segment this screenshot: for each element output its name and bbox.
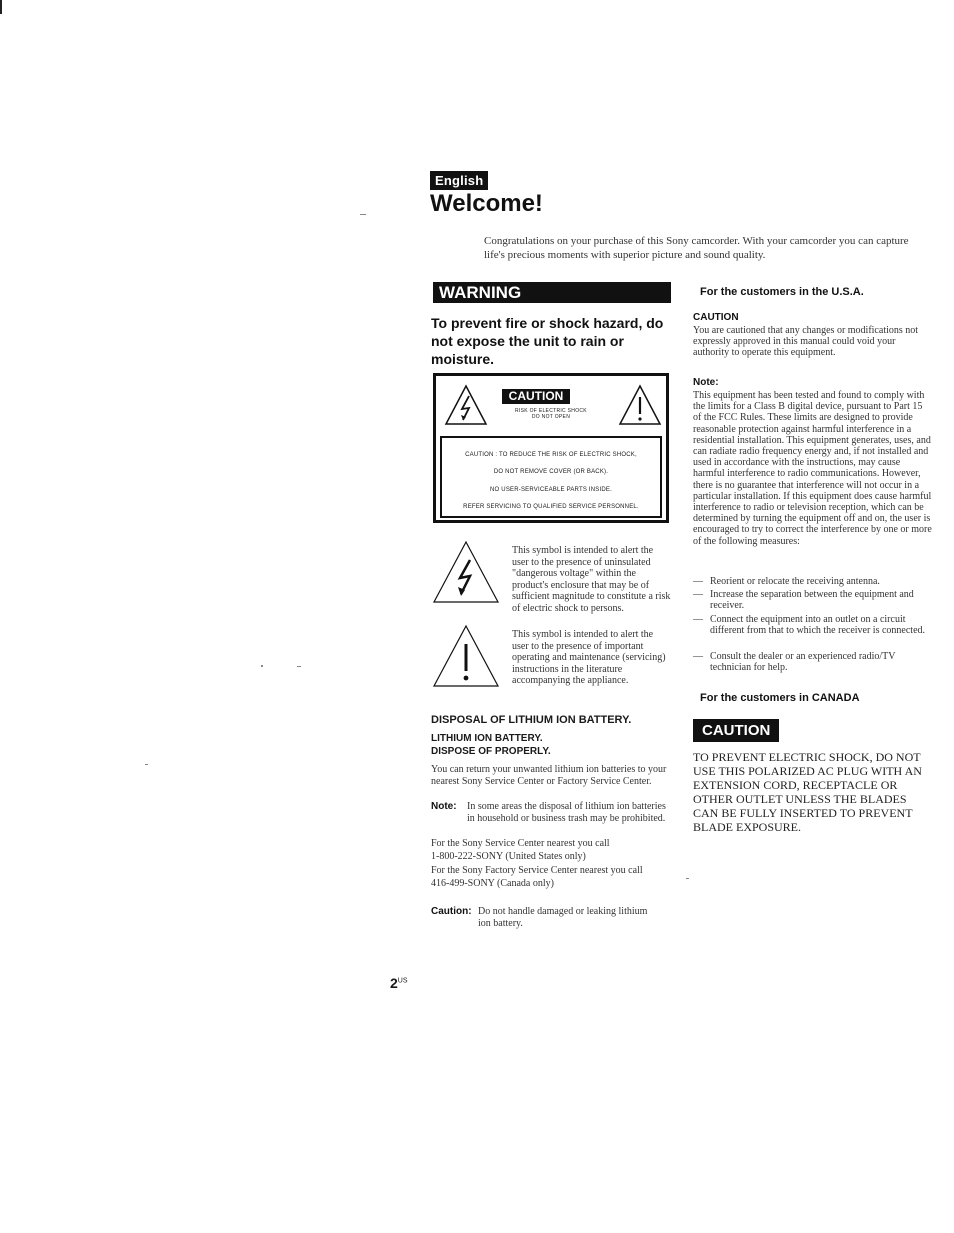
usa-measure-text: Consult the dealer or an experienced radio/TV technician for help.	[710, 651, 896, 674]
list-dash: —	[693, 576, 703, 587]
scan-speck	[297, 666, 301, 667]
list-dash: —	[693, 614, 703, 625]
disposal-note-text: In some areas the disposal of lithium ion batteries in household or business trash may be prohibited.	[467, 801, 666, 824]
disposal-subheading	[431, 732, 551, 758]
lightning-triangle-icon	[432, 540, 500, 604]
caution-line: DO NOT REMOVE COVER (OR BACK).	[493, 469, 609, 475]
scan-mark	[0, 0, 2, 14]
voltage-symbol-description: This symbol is intended to alert the user to the presence of uninsulated "dangerous voltage" within the product's enclosure that may be of sufficient magnitude to constitute a risk of electric shock to persons.	[512, 545, 671, 614]
caution-label-graphic	[433, 373, 669, 523]
exclamation-symbol-description: This symbol is intended to alert the user to the presence of important operating and maintenance (servicing) instructions in the literature accompanying the appliance.	[512, 629, 666, 686]
service-center-phone: 1-800-222-SONY (United States only)	[431, 851, 586, 862]
warning-banner: WARNING	[433, 282, 671, 303]
caution-label-top	[436, 376, 666, 434]
caution-subtext-line-1: RISK OF ELECTRIC SHOCK	[515, 408, 587, 414]
caution-heading: CAUTION	[502, 389, 570, 404]
disposal-note-label: Note:	[431, 801, 457, 812]
scan-speck	[145, 764, 148, 765]
disposal-sub-line-1: LITHIUM ION BATTERY.	[431, 733, 543, 744]
usa-measure-text: Connect the equipment into an outlet on a circuit different from that to which the receiver is connected.	[710, 614, 926, 637]
usa-caution-label: CAUTION	[693, 312, 739, 323]
page-number-suffix: US	[397, 977, 408, 985]
disposal-body: You can return your unwanted lithium ion batteries to your nearest Sony Service Center or Factory Service Center.	[431, 764, 667, 787]
scan-speck	[360, 214, 366, 215]
page-title: Welcome!	[430, 190, 543, 217]
caution-subtext	[496, 408, 606, 420]
service-center-line: For the Sony Service Center nearest you call	[431, 838, 610, 849]
scan-speck	[261, 665, 263, 667]
usa-note-text: This equipment has been tested and found to comply with the limits for a Class B digital device, pursuant to Part 15 of the FCC Rules. These limits are designed to provide reasonable protection against harmful interference in a residential installation. This equipment generates, uses, and can radiate radio frequency energy and, if not installed and used in accordance with the instructions, may cause harmful interference to radio communications. However, there is no guarantee that interference will not occur in a particular installation. If this equipment does cause harmful interference to radio or television reception, which can be determined by turning the equipment off and on, the user is encouraged to try to correct the interference by one or more of the following measures:	[693, 390, 932, 547]
caution-subtext-line-2: DO NOT OPEN	[531, 414, 571, 420]
factory-center-phone: 416-499-SONY (Canada only)	[431, 878, 554, 889]
page-number-value: 2	[390, 975, 398, 991]
canada-caution-banner: CAUTION	[693, 719, 779, 742]
canada-heading: For the customers in CANADA	[700, 692, 860, 704]
caution-line: CAUTION : TO REDUCE THE RISK OF ELECTRIC SHOCK,	[465, 452, 637, 458]
caution-line: NO USER-SERVICEABLE PARTS INSIDE.	[490, 487, 612, 493]
scan-speck	[686, 878, 689, 879]
factory-center-line: For the Sony Factory Service Center nearest you call	[431, 865, 643, 876]
disposal-caution-label: Caution:	[431, 906, 472, 917]
intro-paragraph: Congratulations on your purchase of this Sony camcorder. With your camcorder you can capture life's precious moments with superior picture and sound quality.	[484, 235, 909, 261]
caution-label-text-box	[440, 436, 662, 518]
list-dash: —	[693, 589, 703, 600]
disposal-caution-text: Do not handle damaged or leaking lithium ion battery.	[478, 906, 648, 929]
exclamation-triangle-icon	[618, 384, 662, 426]
exclamation-triangle-icon	[432, 624, 500, 688]
page-number	[390, 975, 408, 991]
usa-heading: For the customers in the U.S.A.	[700, 286, 864, 298]
lightning-triangle-icon	[444, 384, 488, 426]
usa-caution-text: You are cautioned that any changes or modifications not expressly approved in this manual could void your authority to operate this equipment.	[693, 325, 919, 359]
warning-text: To prevent fire or shock hazard, do not expose the unit to rain or moisture.	[431, 315, 664, 367]
disposal-sub-line-2: DISPOSE OF PROPERLY.	[431, 746, 551, 757]
canada-caution-text: TO PREVENT ELECTRIC SHOCK, DO NOT USE THIS POLARIZED AC PLUG WITH AN EXTENSION CORD, RECEPTACLE OR OTHER OUTLET UNLESS THE BLADES CAN BE FULLY INSERTED TO PREVENT BLADE EXPOSURE.	[693, 750, 922, 834]
caution-line: REFER SERVICING TO QUALIFIED SERVICE PERSONNEL.	[463, 504, 639, 510]
usa-measure-text: Increase the separation between the equipment and receiver.	[710, 589, 914, 612]
usa-measure-text: Reorient or relocate the receiving antenna.	[710, 576, 880, 587]
language-badge: English	[430, 171, 488, 190]
usa-note-label: Note:	[693, 377, 719, 388]
list-dash: —	[693, 651, 703, 662]
disposal-heading: DISPOSAL OF LITHIUM ION BATTERY.	[431, 714, 632, 726]
